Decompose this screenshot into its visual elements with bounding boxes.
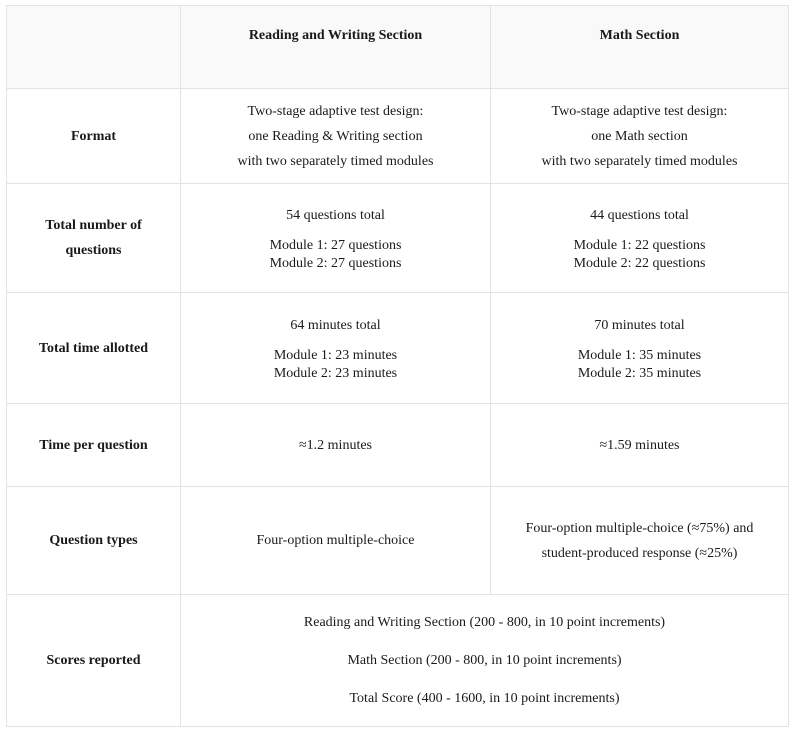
row-label-total-time: Total time allotted [7,293,181,404]
questions-rw-module-1: Module 1: 27 questions [269,238,402,253]
row-label-question-types: Question types [7,487,181,595]
row-question-types [7,487,789,595]
types-math-line-1: Four-option multiple-choice (≈75%) and [525,520,754,536]
per-question-reading-writing: ≈1.2 minutes [181,404,491,487]
types-math-line-2: student-produced response (≈25%) [541,545,738,561]
score-math: Math Section (200 - 800, in 10 point increments) [347,653,622,668]
questions-rw-module-2: Module 2: 27 questions [269,256,402,271]
time-math-module-2: Module 2: 35 minutes [577,366,702,381]
scores-reported-cell [181,595,789,727]
row-label-format: Format [7,89,181,184]
types-math [491,487,789,595]
row-total-time [7,293,789,404]
time-math-module-1: Module 1: 35 minutes [577,348,702,363]
row-scores-reported [7,595,789,727]
row-label-questions-line-2: questions [65,243,122,258]
score-total: Total Score (400 - 1600, in 10 point increments) [349,691,620,706]
questions-reading-writing [181,184,491,293]
per-question-math: ≈1.59 minutes [491,404,789,487]
row-label-total-questions [7,184,181,293]
column-header-math: Math Section [491,6,789,89]
row-time-per-question [7,404,789,487]
time-reading-writing [181,293,491,404]
questions-math [491,184,789,293]
time-rw-total: 64 minutes total [290,318,381,333]
row-label-questions-line-1: Total number of [45,218,142,233]
time-rw-module-2: Module 2: 23 minutes [273,366,398,381]
column-header-reading-writing: Reading and Writing Section [181,6,491,89]
corner-cell [7,6,181,89]
header-row [7,6,789,89]
questions-math-module-2: Module 2: 22 questions [573,256,706,271]
row-label-time-per-question: Time per question [7,404,181,487]
row-total-questions [7,184,789,293]
score-reading-writing: Reading and Writing Section (200 - 800, in 10 point increments) [303,615,666,630]
time-rw-module-1: Module 1: 23 minutes [273,348,398,363]
sat-comparison-table [6,5,789,727]
format-rw-line-3: with two separately timed modules [237,153,434,169]
format-rw-line-1: Two-stage adaptive test design: [247,103,424,119]
row-format [7,89,789,184]
row-label-scores-reported: Scores reported [7,595,181,727]
format-math-line-3: with two separately timed modules [541,153,738,169]
time-math-total: 70 minutes total [594,318,685,333]
format-math-line-1: Two-stage adaptive test design: [551,103,728,119]
format-math [491,89,789,184]
types-reading-writing: Four-option multiple-choice [181,487,491,595]
questions-math-module-1: Module 1: 22 questions [573,238,706,253]
format-rw-line-2: one Reading & Writing section [248,128,423,144]
format-math-line-2: one Math section [591,128,688,144]
time-math [491,293,789,404]
questions-math-total: 44 questions total [590,208,689,223]
questions-rw-total: 54 questions total [286,208,385,223]
format-reading-writing [181,89,491,184]
